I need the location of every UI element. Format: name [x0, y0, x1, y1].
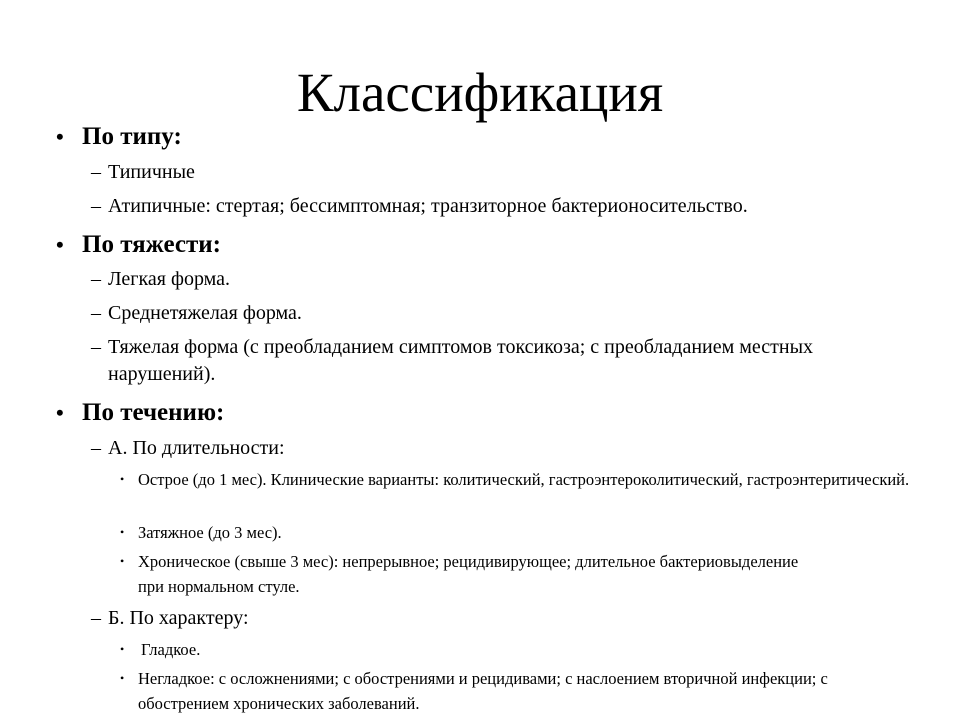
- dash-icon: –: [91, 607, 101, 629]
- dash-icon: –: [91, 268, 101, 290]
- bullet-icon: •: [120, 554, 125, 568]
- list-item: • Острое (до 1 мес). Клинические варианты: колитический, гастроэнтероколитический, гастроэнтеритический.: [120, 467, 910, 492]
- list-item: • Затяжное (до 3 мес).: [120, 520, 910, 545]
- slide-title: Классификация: [296, 62, 664, 123]
- list-item: – Тяжелая форма (с преобладанием симптомов токсикоза; с преобладанием местных нарушений).: [91, 336, 814, 385]
- section-heading-severity: • По тяжести:: [56, 231, 221, 258]
- section-heading-course: • По течению:: [56, 399, 225, 426]
- list-item: – Атипичные: стертая; бессимптомная; транзиторное бактерионосительство.: [91, 193, 911, 220]
- bullet-icon: •: [56, 124, 64, 149]
- subgroup-label-character: – Б. По характеру:: [91, 605, 911, 632]
- list-item: • Хроническое (свыше 3 мес): непрерывное; рецидивирующее; длительное бактериовыделение при нормальном стуле.: [120, 549, 820, 599]
- bullet-icon: •: [120, 642, 125, 656]
- list-item: • Негладкое: с осложнениями; с обострениями и рецидивами; с наслоением вторичной инфекции; с обострением хронических заболеваний.: [120, 666, 910, 716]
- dash-icon: –: [91, 195, 101, 217]
- section-heading-type: • По типу:: [56, 123, 182, 150]
- dash-icon: –: [91, 302, 101, 324]
- dash-icon: –: [91, 336, 101, 358]
- bullet-icon: •: [120, 472, 125, 486]
- bullet-icon: •: [120, 671, 125, 685]
- dash-icon: –: [91, 161, 101, 183]
- list-item: – Типичные: [91, 159, 911, 186]
- bullet-icon: •: [120, 525, 125, 539]
- bullet-icon: •: [56, 400, 64, 425]
- dash-icon: –: [91, 437, 101, 459]
- list-item: – Среднетяжелая форма.: [91, 300, 911, 327]
- list-item: – Легкая форма.: [91, 266, 911, 293]
- subgroup-label-duration: – А. По длительности:: [91, 435, 911, 462]
- list-item: • Гладкое.: [120, 637, 910, 662]
- bullet-icon: •: [56, 232, 64, 257]
